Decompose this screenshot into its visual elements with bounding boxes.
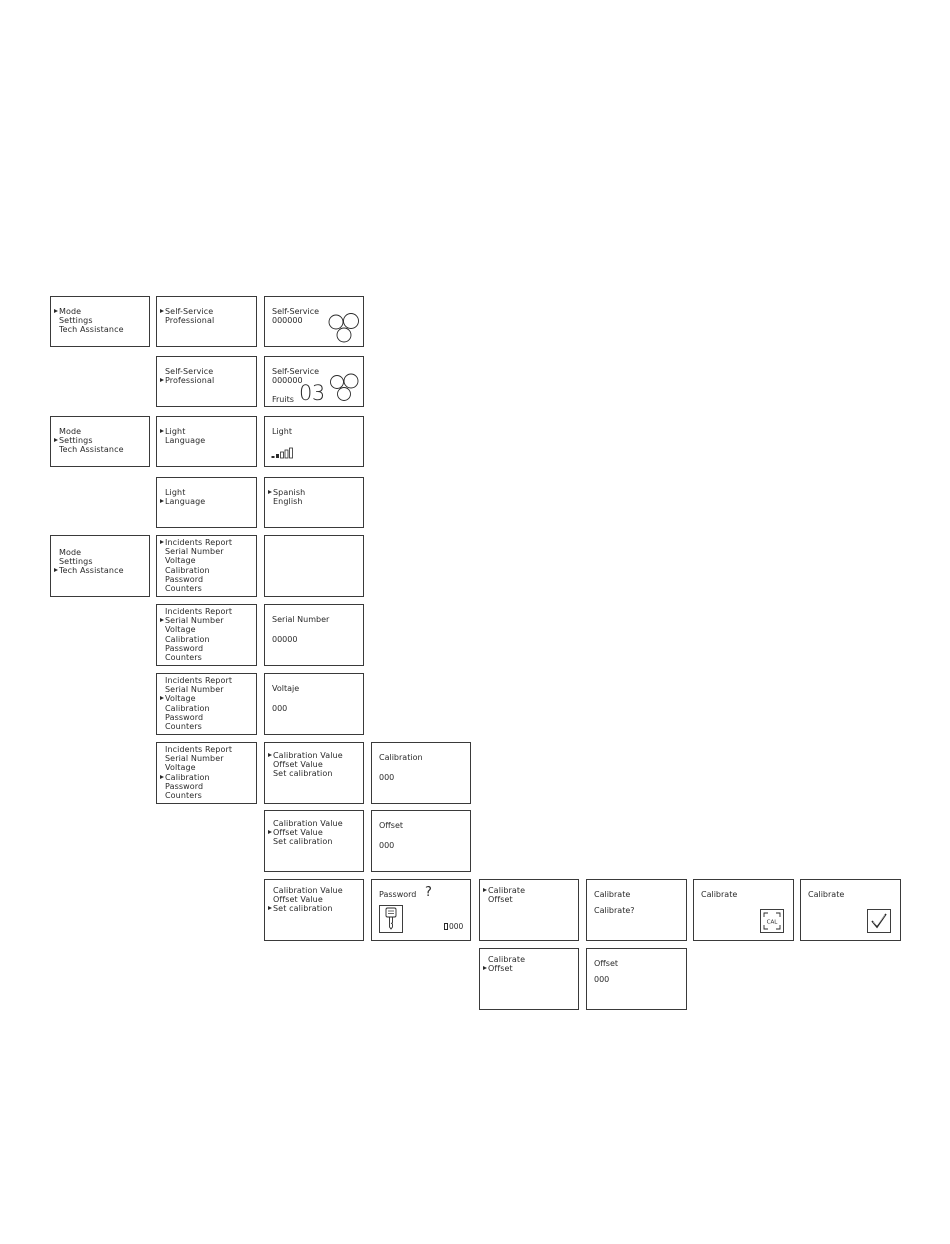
- screen-title: Calibrate: [808, 890, 845, 899]
- menu-item-calibrate[interactable]: Calibrate: [483, 886, 525, 895]
- menu-item-settings[interactable]: Settings: [59, 316, 93, 326]
- menu-item-calibration[interactable]: Calibration: [160, 773, 232, 782]
- fruits-label: Fruits: [272, 395, 294, 404]
- settings-menu-language-screen: [156, 477, 257, 528]
- light-display-screen: [264, 416, 364, 467]
- fruits-icon: [327, 311, 363, 345]
- screen-title: Calibrate: [594, 890, 631, 899]
- screen-title: Voltaje: [272, 684, 300, 693]
- menu-item-calibration[interactable]: Calibration: [165, 565, 210, 575]
- offset-display-screen: [371, 810, 471, 872]
- menu-item-offset[interactable]: Offset: [483, 964, 525, 973]
- menu-item-incidents-report[interactable]: Incidents Report: [165, 607, 233, 616]
- main-menu-list: [54, 307, 124, 335]
- menu-item-incidents-report[interactable]: Incidents Report: [160, 538, 232, 547]
- settings-menu-list: [160, 427, 205, 445]
- screen-title: Light: [272, 427, 292, 436]
- menu-item-tech-assistance[interactable]: Tech Assistance: [59, 325, 124, 335]
- screen-title: Self-Service: [272, 367, 320, 376]
- main-menu-tech-screen: [50, 535, 150, 597]
- menu-item-light[interactable]: Light: [165, 488, 186, 497]
- mode-menu-professional-screen: [156, 356, 257, 407]
- key-icon: [379, 905, 403, 933]
- calibration-icon: [760, 909, 784, 933]
- menu-item-settings[interactable]: Settings: [54, 436, 124, 445]
- serial-value: 00000: [272, 635, 298, 644]
- menu-item-set-calibration[interactable]: Set calibration: [273, 837, 333, 847]
- settings-menu-list: [160, 488, 205, 506]
- main-menu-settings-screen: [50, 416, 150, 467]
- settings-menu-light-screen: [156, 416, 257, 467]
- input-cursor: [444, 923, 448, 930]
- fruits-icon: [329, 371, 363, 403]
- calibrate-menu-calibrate-screen: [479, 879, 579, 941]
- menu-item-calibration-value[interactable]: Calibration Value: [268, 751, 343, 760]
- calib-menu-set-screen: [264, 879, 364, 941]
- fruits-count: 03: [299, 381, 325, 405]
- menu-item-password[interactable]: Password: [165, 643, 204, 653]
- tech-menu-list: [160, 607, 232, 662]
- calibration-value: 000: [379, 773, 395, 782]
- calibration-menu-list: [268, 751, 343, 779]
- menu-item-calibration-value[interactable]: Calibration Value: [273, 819, 343, 828]
- tech-menu-incidents-screen: [156, 535, 257, 597]
- tech-menu-serial-screen: [156, 604, 257, 666]
- calibrate-menu-list: [483, 886, 525, 904]
- menu-item-language[interactable]: Language: [165, 436, 206, 446]
- password-question-mark: ?: [425, 885, 432, 900]
- menu-item-counters[interactable]: Counters: [165, 653, 202, 663]
- screen-title: Offset: [379, 821, 404, 830]
- menu-item-tech-assistance[interactable]: Tech Assistance: [59, 445, 124, 455]
- menu-item-serial-number[interactable]: Serial Number: [165, 754, 224, 764]
- voltage-display-screen: [264, 673, 364, 735]
- language-list: [268, 488, 305, 506]
- calib-menu-offset-screen: [264, 810, 364, 872]
- brightness-level-icon: [271, 447, 299, 459]
- menu-item-password[interactable]: Password: [165, 574, 204, 584]
- menu-item-set-calibration[interactable]: Set calibration: [273, 769, 333, 779]
- password-display-screen: [371, 879, 471, 941]
- offset-result-screen: [586, 948, 687, 1010]
- tech-menu-list: [160, 745, 232, 800]
- menu-item-counters[interactable]: Counters: [165, 791, 202, 801]
- menu-item-voltage[interactable]: Voltage: [160, 694, 232, 703]
- tech-menu-list: [160, 676, 232, 731]
- menu-item-english[interactable]: English: [273, 497, 303, 507]
- menu-item-voltage[interactable]: Voltage: [165, 763, 196, 773]
- menu-item-self-service[interactable]: Self-Service: [160, 307, 214, 316]
- calibrate-done-screen: [800, 879, 901, 941]
- cal-icon-text: CAL: [766, 919, 778, 926]
- calibration-display-screen: [371, 742, 471, 804]
- screen-title: Password: [379, 890, 417, 899]
- main-menu-mode-screen: [50, 296, 150, 347]
- calibrate-prompt: Calibrate?: [594, 906, 635, 915]
- checkmark-icon: [867, 909, 891, 933]
- menu-item-professional[interactable]: Professional: [160, 376, 214, 385]
- counter-value: 000000: [272, 376, 303, 385]
- main-menu-list: [54, 427, 124, 455]
- menu-item-mode[interactable]: Mode: [54, 307, 124, 316]
- password-input[interactable]: [444, 922, 463, 931]
- menu-item-offset-value[interactable]: Offset Value: [273, 895, 323, 905]
- menu-item-serial-number[interactable]: Serial Number: [160, 616, 232, 625]
- menu-item-calibration-value[interactable]: Calibration Value: [273, 886, 343, 895]
- menu-item-professional[interactable]: Professional: [165, 316, 215, 326]
- menu-item-serial-number[interactable]: Serial Number: [165, 685, 224, 695]
- selfservice-display-screen: [264, 296, 364, 347]
- screen-title: Calibrate: [701, 890, 738, 899]
- menu-item-voltage[interactable]: Voltage: [165, 556, 196, 566]
- menu-item-light[interactable]: Light: [160, 427, 205, 436]
- tech-menu-calibration-screen: [156, 742, 257, 804]
- main-menu-list: [54, 548, 124, 576]
- serial-number-display-screen: [264, 604, 364, 666]
- mode-menu-list: [160, 367, 214, 385]
- professional-display-screen: [264, 356, 364, 407]
- menu-item-mode[interactable]: Mode: [59, 427, 82, 436]
- menu-item-calibrate[interactable]: Calibrate: [488, 955, 526, 964]
- menu-item-settings[interactable]: Settings: [59, 557, 93, 567]
- menu-item-tech-assistance[interactable]: Tech Assistance: [54, 566, 124, 575]
- menu-item-calibration[interactable]: Calibration: [165, 703, 210, 713]
- menu-item-password[interactable]: Password: [165, 712, 204, 722]
- menu-item-calibration[interactable]: Calibration: [165, 634, 210, 644]
- mode-menu-list: [160, 307, 214, 325]
- calibration-menu-list: [268, 819, 343, 847]
- menu-item-serial-number[interactable]: Serial Number: [165, 547, 224, 557]
- menu-item-voltage[interactable]: Voltage: [165, 625, 196, 635]
- menu-item-spanish[interactable]: Spanish: [268, 488, 305, 497]
- screen-title: Self-Service: [272, 307, 320, 316]
- menu-item-password[interactable]: Password: [165, 781, 204, 791]
- menu-item-offset[interactable]: Offset: [488, 895, 513, 905]
- menu-item-incidents-report[interactable]: Incidents Report: [165, 676, 233, 685]
- calibrate-menu-list: [483, 955, 525, 973]
- calib-menu-value-screen: [264, 742, 364, 804]
- menu-item-offset-value[interactable]: Offset Value: [273, 760, 323, 770]
- menu-item-incidents-report[interactable]: Incidents Report: [165, 745, 233, 754]
- calibrate-menu-offset-screen: [479, 948, 579, 1010]
- language-options-screen: [264, 477, 364, 528]
- screen-title: Serial Number: [272, 615, 330, 624]
- menu-item-counters[interactable]: Counters: [165, 584, 202, 594]
- screen-title: Calibration: [379, 753, 423, 762]
- calibrate-confirm-screen: [586, 879, 687, 941]
- menu-item-offset-value[interactable]: Offset Value: [268, 828, 343, 837]
- menu-item-counters[interactable]: Counters: [165, 722, 202, 732]
- voltage-value: 000: [272, 704, 288, 713]
- tech-menu-list: [160, 538, 232, 593]
- offset-value: 000: [379, 841, 395, 850]
- calibrate-running-screen: [693, 879, 794, 941]
- calibration-menu-list: [268, 886, 343, 914]
- counter-value: 000000: [272, 316, 303, 325]
- password-code: 000: [449, 922, 464, 931]
- menu-item-mode[interactable]: Mode: [59, 548, 82, 557]
- menu-item-language[interactable]: Language: [160, 497, 205, 506]
- mode-menu-selfservice-screen: [156, 296, 257, 347]
- screen-title: Offset: [594, 959, 619, 968]
- tech-menu-voltage-screen: [156, 673, 257, 735]
- menu-item-self-service[interactable]: Self-Service: [165, 367, 214, 376]
- menu-item-set-calibration[interactable]: Set calibration: [268, 904, 343, 913]
- offset-result-value: 000: [594, 975, 610, 984]
- incidents-report-screen: [264, 535, 364, 597]
